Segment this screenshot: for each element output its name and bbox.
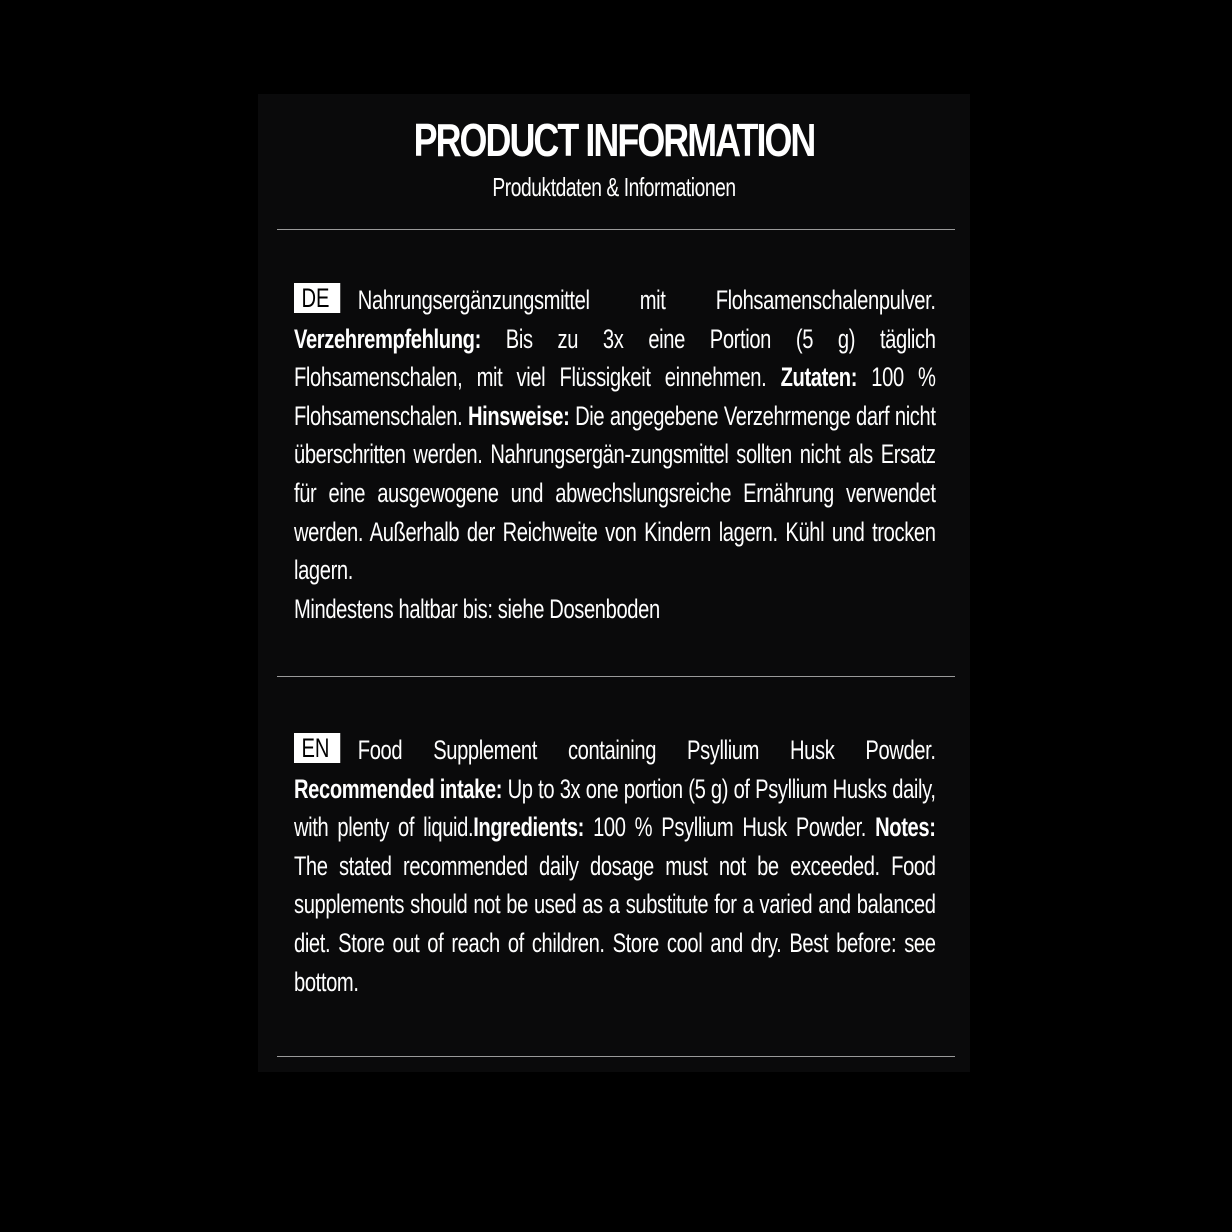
en-intake-text: Up to 3x one portion (5 g) of Psyllium Husks daily, with plenty of liquid. <box>294 773 936 843</box>
divider-top <box>277 229 955 230</box>
page-title: PRODUCT INFORMATION <box>413 114 815 166</box>
section-de <box>294 281 936 628</box>
header <box>258 112 970 204</box>
de-ingredients-label: Zutaten: <box>780 362 858 393</box>
en-notes-label: Notes: <box>875 812 936 843</box>
section-en-body <box>294 731 936 1001</box>
en-ingredients-text: 100 % Psyllium Husk Powder. <box>583 812 876 843</box>
de-ingredients-text: 100 % Flohsamenschalen. <box>294 362 936 431</box>
de-notes-label: Hinsweise: <box>467 400 570 431</box>
page-subtitle: Produktdaten & Informationen <box>492 172 736 202</box>
divider-middle <box>277 676 955 677</box>
product-info-panel <box>258 94 970 1072</box>
divider-bottom <box>277 1056 955 1057</box>
lang-badge-de: DE <box>294 283 340 313</box>
en-intro: Food Supplement containing Psyllium Husk Powder. <box>357 735 936 765</box>
section-de-body <box>294 281 936 628</box>
section-en <box>294 731 936 1001</box>
de-intake-text: Bis zu 3x eine Portion (5 g) täglich Flohsamenschalen, mit viel Flüssigkeit einnehmen. <box>294 323 936 393</box>
section-de-paragraph <box>294 281 936 590</box>
de-intake-label: Verzehrempfehlung: <box>294 323 481 354</box>
de-notes-text: Die angegebene Verzehrmenge darf nicht überschritten werden. Nahrungsergän-zungsmittel sollten nicht als Ersatz für eine ausgewogene und abwechslungsreiche Ernährung verwendet werden. Außerhalb der Reichweite von Kindern lagern. Kühl und trocken lagern. <box>294 400 936 586</box>
en-intake-label: Recommended intake: <box>294 773 503 804</box>
de-intro: Nahrungsergänzungsmittel mit Flohsamenschalenpulver. <box>357 285 936 315</box>
en-ingredients-label: Ingredients: <box>473 812 584 843</box>
en-notes-text: The stated recommended daily dosage must not be exceeded. Food supplements should not be used as a substitute for a varied and balanced diet. Store out of reach of children. Store cool and dry. Best before: see bottom. <box>294 850 936 997</box>
de-best-before: Mindestens haltbar bis: siehe Dosenboden <box>294 593 660 624</box>
lang-badge-en: EN <box>294 733 340 763</box>
section-en-paragraph <box>294 731 936 1001</box>
